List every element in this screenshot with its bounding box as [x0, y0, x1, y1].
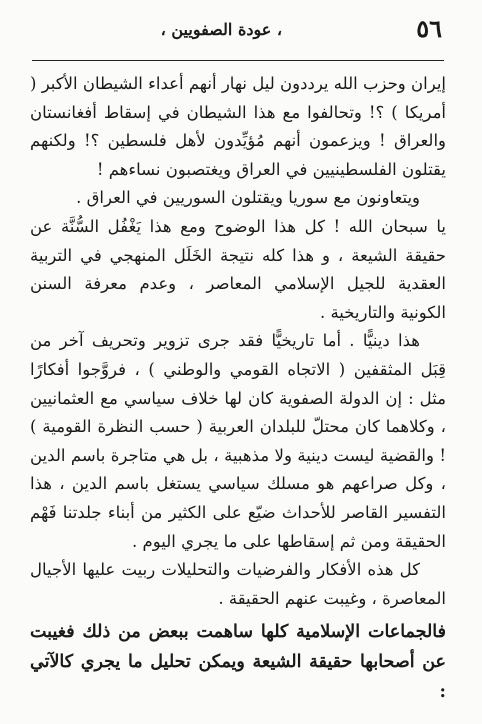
- paragraph-4: هذا دينيًّا . أما تاريخيًّا فقد جرى تزوير وتحريف آخر من قِبَل المثقفين ( الاتجاه القومي والوطني ) ، فروَّجوا أفكارًا مثل : إن الدولة الصفوية كان لها خلاف سياسي مع العثمانيين ، وكلاهما كان محتلّ للبلدان العربية ( حسب النظرة القومية ) ! والقضية ليست دينية ولا مذهبية ، بل هي متاجرة باسم الدين ، وكل صراعهم هو مسلك سياسي يستغل باسم الدين ، هذا التفسير القاصر للأحداث ضيّع على الكثير من أبناء جلدتنا فَهْم الحقيقة ومن ثم إسقاطها على ما يجري اليوم .: [30, 331, 446, 551]
- running-title: ، عودة الصفويين ،: [160, 20, 282, 39]
- page-header: [36, 14, 442, 50]
- body-text: [30, 70, 446, 707]
- header-rule: [32, 60, 444, 61]
- paragraph-1: إيران وحزب الله يرددون ليل نهار أنهم أعداء الشيطان الأكبر ( أمريكا ) ؟! وتحالفوا مع هذا الشيطان في إسقاط أفغانستان والعراق ! ويزعمون أنهم مُؤيِّدون لأهل فلسطين ؟! ولكنهم يقتلون الفلسطينيين في العراق ويغتصبون نساءهم !: [30, 74, 446, 179]
- paragraph-3: يا سبحان الله ! كل هذا الوضوح ومع هذا يَغْفُل السُّنَّة عن حقيقة الشيعة ، و هذا كله نتيجة الخَلَل المنهجي في التربية العقدية للجيل الإسلامي المعاصر ، وعدم معرفة السنن الكونية والتاريخية .: [30, 216, 446, 322]
- paragraph-5: كل هذه الأفكار والفرضيات والتحليلات ربيت عليها الأجيال المعاصرة ، وغيبت عنهم الحقيقة .: [30, 560, 446, 608]
- paragraph-6: فالجماعات الإسلامية كلها ساهمت ببعض من ذلك فغيبت عن أصحابها حقيقة الشيعة ويمكن تحليل ما يجري كالآتي :: [30, 622, 446, 703]
- paragraph-2: ويتعاونون مع سوريا ويقتلون السوريين في العراق .: [76, 188, 420, 208]
- page-number: ٥٦: [416, 14, 442, 43]
